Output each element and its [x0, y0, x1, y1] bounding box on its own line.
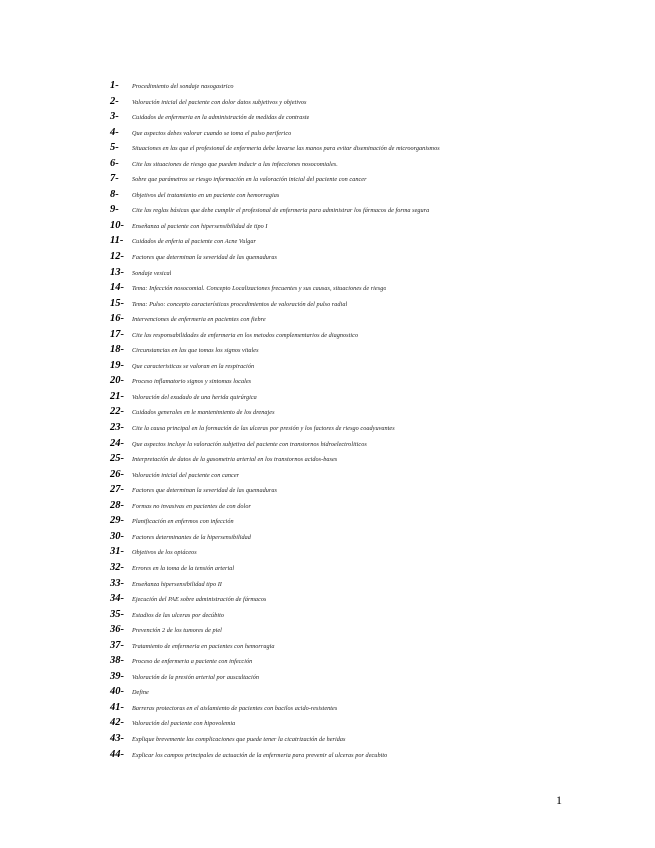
list-item [110, 702, 630, 718]
item-number: 42- [110, 717, 124, 729]
list-item [110, 313, 630, 329]
list-item [110, 749, 630, 765]
list-item [110, 484, 630, 500]
question-list [110, 80, 630, 764]
item-number: 23- [110, 422, 124, 434]
item-number: 28- [110, 499, 124, 511]
item-number: 20- [110, 375, 124, 387]
list-item [110, 329, 630, 345]
item-text: Factores determinantes de la hipersensibilidad [132, 533, 251, 541]
list-item [110, 96, 630, 112]
item-text: Que aspectos incluye la valoración subjetiva del paciente con transtornos hidroelectroliticos [132, 440, 367, 448]
list-item [110, 251, 630, 267]
item-text: Ejecución del PAE sobre administración de fármacos [132, 596, 267, 604]
list-item [110, 593, 630, 609]
item-number: 17- [110, 328, 124, 340]
list-item [110, 422, 630, 438]
item-number: 35- [110, 608, 124, 620]
item-text: Cite las reglas básicas que debe cumplir el profesional de enfermeria para administrar los fármacos de forma segura [132, 207, 430, 215]
item-number: 19- [110, 359, 124, 371]
list-item [110, 142, 630, 158]
item-number: 16- [110, 313, 124, 325]
item-number: 39- [110, 670, 124, 682]
item-text: Valoración de la presión arterial por auscultación [132, 673, 260, 681]
list-item [110, 344, 630, 360]
item-text: Estadios de las ulceras por decúbito [132, 611, 225, 619]
item-text: Valoración inicial del paciente con cancer [132, 471, 240, 479]
list-item [110, 111, 630, 127]
item-number: 33- [110, 577, 124, 589]
item-text: Factores que determinan la severidad de las quemaduras [132, 487, 277, 495]
item-text: Prevención 2 de los tumores de piel [132, 627, 222, 635]
list-item [110, 298, 630, 314]
item-number: 11- [110, 235, 124, 247]
list-item [110, 671, 630, 687]
item-number: 30- [110, 530, 124, 542]
item-text: Valoración del paciente con hipovolemia [132, 720, 236, 728]
list-item [110, 609, 630, 625]
item-text: Factores que determinan la severidad de las quemaduras [132, 254, 277, 262]
item-number: 8- [110, 188, 119, 200]
item-text: Proceso de enfermeria a paciente con infección [132, 658, 253, 666]
list-item [110, 173, 630, 189]
item-text: Tratamiento de enfermeria en pacientes con hemorragia [132, 642, 275, 650]
list-item [110, 127, 630, 143]
item-number: 37- [110, 639, 124, 651]
item-text: Que aspectos debes valorar cuando se toma el pulso periferico [132, 129, 292, 137]
item-number: 15- [110, 297, 124, 309]
item-number: 6- [110, 157, 119, 169]
item-number: 40- [110, 686, 124, 698]
list-item [110, 375, 630, 391]
item-text: Cite las situaciones de riesgo que pueden inducir a las infecciones nosocomiales. [132, 160, 338, 168]
list-item [110, 546, 630, 562]
item-number: 13- [110, 266, 124, 278]
list-item [110, 531, 630, 547]
item-text: Situaciones en las que el profesional de enfermeria debe lavarse las manos para evitar diseminación de microorganismos [132, 145, 440, 153]
item-number: 22- [110, 406, 124, 418]
item-number: 12- [110, 251, 124, 263]
item-text: Sondaje vesical [132, 269, 172, 277]
list-item [110, 204, 630, 220]
list-item [110, 640, 630, 656]
item-text: Circunstancias en las que tomas los signos vitales [132, 347, 259, 355]
item-number: 5- [110, 142, 119, 154]
item-number: 18- [110, 344, 124, 356]
list-item [110, 624, 630, 640]
item-number: 1- [110, 80, 119, 91]
item-text: Enseñanza hipersensibilidad tipo II [132, 580, 222, 588]
item-number: 31- [110, 546, 124, 558]
list-item [110, 391, 630, 407]
list-item [110, 686, 630, 702]
list-item [110, 515, 630, 531]
item-text: Cite la causa principal en la formación de las ulceras por presión y los factores de riesgo coadyuvantes [132, 425, 395, 433]
item-number: 25- [110, 453, 124, 465]
item-text: Planificación en enfermos con infección [132, 518, 234, 526]
item-text: Valoración inicial del paciente con dolor datos subjetivos y objetivos [132, 98, 307, 106]
item-text: Errores en la toma de la tensión arterial [132, 564, 235, 572]
item-text: Explique brevemente las complicaciones que puede tener la cicatrización de heridas [132, 735, 346, 743]
item-text: Define [132, 689, 149, 697]
item-number: 21- [110, 390, 124, 402]
item-number: 41- [110, 701, 124, 713]
item-text: Cuidados de enferia al paciente con Acne Vulgar [132, 238, 256, 246]
list-item [110, 717, 630, 733]
list-item [110, 406, 630, 422]
item-text: Enseñanza al paciente con hipersensibilidad de tipo I [132, 222, 268, 230]
item-text: Formas no invasivas en pacientes de con dolor [132, 502, 251, 510]
list-item [110, 189, 630, 205]
item-number: 27- [110, 484, 124, 496]
item-text: Barreras protectoras en el aislamiento de pacientes con bacilos acido-resistentes [132, 704, 338, 712]
item-text: Tema: Infección nosocomial. Concepto Localizaciones frecuentes y sus causas, situaciones de riesgo [132, 285, 387, 293]
list-item [110, 158, 630, 174]
list-item [110, 267, 630, 283]
list-item [110, 80, 630, 96]
item-number: 29- [110, 515, 124, 527]
list-item [110, 733, 630, 749]
item-text: Explicar los campos principales de actuación de la enfermeria para prevenir al ulceras por decubito [132, 751, 388, 759]
item-number: 38- [110, 655, 124, 667]
item-number: 7- [110, 173, 119, 185]
list-item [110, 438, 630, 454]
list-item [110, 500, 630, 516]
item-text: Que caracteristicas se valoran en la respiración [132, 362, 255, 370]
list-item [110, 235, 630, 251]
item-text: Cuidados de enfermeria en la administración de medidas de contraste [132, 114, 310, 122]
item-number: 2- [110, 95, 119, 107]
item-number: 34- [110, 593, 124, 605]
item-number: 3- [110, 111, 119, 123]
list-item [110, 453, 630, 469]
item-number: 4- [110, 126, 119, 138]
item-text: Objetivos de los opiáceos [132, 549, 197, 557]
list-item [110, 220, 630, 236]
list-item [110, 469, 630, 485]
item-text: Tema: Pulso: concepto características procedimientos de valoración del pulso radial [132, 300, 348, 308]
page-number: 1 [556, 793, 562, 807]
item-text: Procedimiento del sondaje nasogastrico [132, 83, 234, 90]
list-item [110, 282, 630, 298]
item-number: 43- [110, 732, 124, 744]
item-text: Cuidados generales en le mantenimiento de los drenajes [132, 409, 275, 417]
item-text: Proceso inflamatorio signos y sintomas locales [132, 378, 252, 386]
list-item [110, 360, 630, 376]
list-item [110, 562, 630, 578]
item-text: Objetivos del tratamiento en un paciente con hemorragias [132, 191, 280, 199]
item-number: 24- [110, 437, 124, 449]
item-number: 36- [110, 624, 124, 636]
item-text: Sobre que parámetros se riesgo información en la valoración inicial del paciente con cancer [132, 176, 367, 184]
item-text: Interpretación de datos de la gasometria arterial en los transtornos acidos-bases [132, 456, 338, 464]
item-number: 14- [110, 282, 124, 294]
item-text: Intervenciones de enfermeria en pacientes con fiebre [132, 316, 266, 324]
item-number: 9- [110, 204, 119, 216]
item-number: 10- [110, 219, 124, 231]
item-text: Valoración del exudado de una herida quirúrgica [132, 393, 257, 401]
list-item [110, 655, 630, 671]
list-item [110, 578, 630, 594]
item-number: 32- [110, 561, 124, 573]
item-text: Cite las responsabilidades de enfermeria en los metodos complementarios de diagnostico [132, 331, 359, 339]
item-number: 44- [110, 748, 124, 760]
item-number: 26- [110, 468, 124, 480]
